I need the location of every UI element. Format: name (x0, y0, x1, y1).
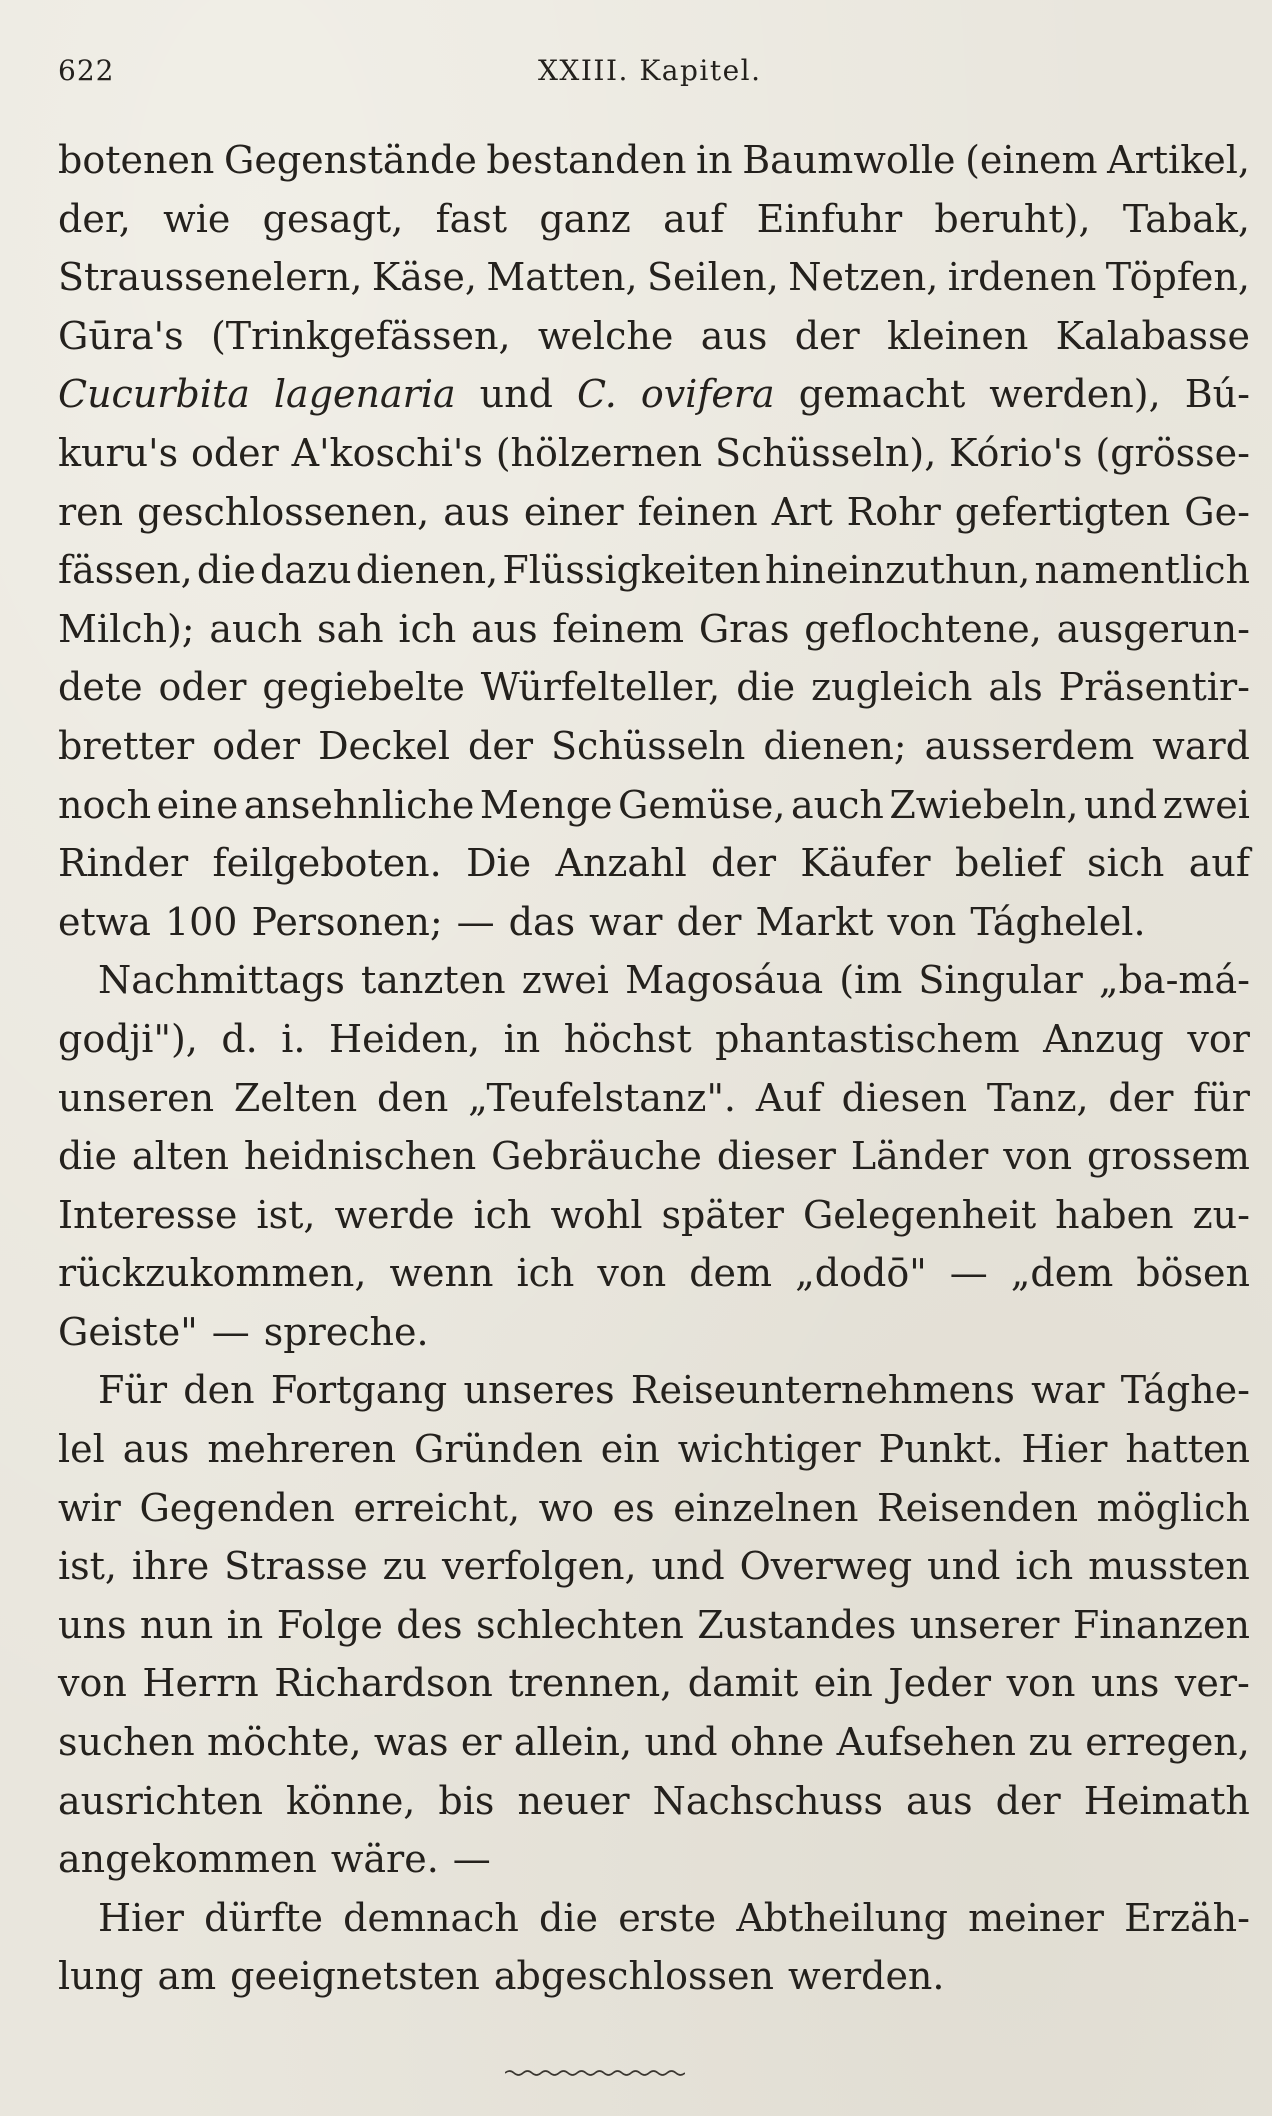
word: „ba-má- (1098, 958, 1250, 1003)
word: geflochtene, (804, 606, 1042, 651)
word: ausgerun- (1056, 606, 1250, 651)
word: war (1031, 1368, 1105, 1413)
word: grossem (1087, 1134, 1250, 1179)
word: des (396, 1602, 463, 1647)
word: dürfte (204, 1895, 323, 1940)
word: Die (466, 841, 532, 886)
text-line (58, 1772, 1250, 1831)
word: feinem (552, 606, 685, 651)
text-line (58, 1596, 1250, 1655)
word: wie (163, 196, 231, 241)
word: der (468, 723, 533, 768)
word: und (479, 372, 553, 417)
word: der (1108, 1075, 1174, 1120)
word: 100 (164, 899, 238, 944)
text-line (58, 776, 1250, 835)
word: was (373, 1720, 449, 1765)
word: Einfuhr (756, 196, 903, 241)
word: Reisenden (877, 1485, 1079, 1530)
word: und (927, 1544, 1001, 1589)
word: godji"), (58, 1016, 198, 1061)
page-number: 622 (58, 54, 115, 87)
word: wo (538, 1485, 595, 1530)
word: ich (473, 1192, 532, 1237)
word: bretter (58, 723, 195, 768)
text-line (58, 1303, 1250, 1362)
word: verfolgen, (441, 1544, 637, 1589)
word: zu- (1192, 1192, 1250, 1237)
word: — (456, 899, 495, 944)
word: uns (1090, 1661, 1160, 1706)
word: Art (771, 489, 833, 534)
word: dem (689, 1251, 773, 1296)
text-line (58, 1947, 1250, 2006)
text-line (58, 1010, 1250, 1069)
word: Käse, (371, 255, 477, 300)
word: d. (221, 1016, 258, 1061)
word: (Trinkgefässen, (210, 313, 511, 358)
word: unseren (58, 1075, 215, 1120)
word: Menge (479, 782, 613, 827)
running-head: XXIII. Kapitel. (538, 54, 762, 87)
word: auf (663, 196, 725, 241)
word: Für (98, 1368, 168, 1413)
word: ist, (256, 1192, 316, 1237)
word: Gelegenheit (802, 1192, 1037, 1237)
word: haben (1055, 1192, 1174, 1237)
text-line (58, 658, 1250, 717)
word: ein (813, 1661, 873, 1706)
paragraph (58, 951, 1250, 1361)
body-text (58, 131, 1250, 2006)
word: Töpfen, (1105, 255, 1250, 300)
word: alten (131, 1134, 229, 1179)
word: einer (523, 489, 624, 534)
text-line (58, 483, 1250, 542)
word: Markt (755, 899, 874, 944)
word: Seilen, (646, 255, 779, 300)
word: der (794, 313, 860, 358)
end-ornament-rule (505, 2066, 685, 2080)
word: Baumwolle (742, 138, 956, 182)
word: welche (537, 313, 674, 358)
word: (einem (965, 138, 1098, 182)
word: (grösse- (1095, 430, 1250, 475)
text-line (58, 1654, 1250, 1713)
word: aus (443, 489, 510, 534)
word: ist, (58, 1544, 118, 1589)
word: ein (600, 1427, 660, 1472)
word: er (460, 1720, 502, 1765)
word: etwa (58, 899, 151, 944)
word: am (157, 1954, 217, 1999)
word: Interesse (58, 1192, 238, 1237)
word: unseres (463, 1368, 615, 1413)
word: gefertigten (954, 489, 1171, 534)
word: mussten (1088, 1544, 1250, 1589)
word: kleinen (887, 313, 1029, 358)
text-line (58, 1479, 1250, 1538)
word: lung (58, 1954, 144, 1999)
word: möchte, (207, 1720, 362, 1765)
word: war (589, 899, 663, 944)
word: Tabak, (1122, 196, 1250, 241)
word: Aufsehen (836, 1720, 1017, 1765)
word: dete (58, 665, 143, 710)
word: Käufer (800, 841, 931, 886)
word: aus (471, 606, 538, 651)
word: ich (398, 606, 457, 651)
word: bestanden (486, 138, 687, 182)
word: von (1003, 1134, 1073, 1179)
italic-word: ovifera (640, 372, 775, 417)
word: noch (58, 782, 152, 827)
text-line (58, 717, 1250, 776)
word: Zelten (233, 1075, 358, 1120)
word: Heiden, (328, 1016, 481, 1061)
text-line (58, 1186, 1250, 1245)
word: botenen (58, 138, 215, 182)
word: gemacht (798, 372, 966, 417)
text-line (58, 131, 1250, 190)
word: für (1193, 1075, 1250, 1120)
word: höchst (563, 1016, 692, 1061)
word: Anzug (1043, 1016, 1164, 1061)
word: Gegenstände (223, 138, 477, 182)
word: hatten (1125, 1427, 1250, 1472)
word: Punkt. (878, 1427, 1004, 1472)
word: als (988, 665, 1043, 710)
word: Gras (698, 606, 790, 651)
word: zwei (521, 958, 609, 1003)
text-line (58, 1830, 1250, 1889)
word: Fortgang (270, 1368, 448, 1413)
word: in (226, 1602, 264, 1647)
word: die (196, 548, 256, 593)
word: werden. (787, 1954, 945, 1999)
word: der (676, 899, 742, 944)
word: ich (516, 1251, 575, 1296)
word: Nachschuss (652, 1778, 883, 1823)
word: ganz (539, 196, 631, 241)
word: sich (1086, 841, 1165, 886)
word: vor (1187, 1016, 1250, 1061)
word: geschlossenen, (137, 489, 430, 534)
word: Zustandes (697, 1602, 897, 1647)
word: sah (316, 606, 384, 651)
word: allein, (513, 1720, 633, 1765)
word: Gebräuche (491, 1134, 702, 1179)
word: aus (122, 1427, 190, 1472)
word: zwei (1162, 782, 1250, 827)
word: und (1083, 782, 1158, 827)
word: belief (954, 841, 1063, 886)
word: eine (156, 782, 239, 827)
word: Singular (918, 958, 1083, 1003)
word: Matten, (486, 255, 638, 300)
word: Straussenelern, (58, 255, 363, 300)
word: — (949, 1251, 988, 1296)
word: Erzäh- (1124, 1895, 1250, 1940)
word: — (452, 1837, 491, 1882)
word: dienen; (763, 723, 907, 768)
text-line (58, 1420, 1250, 1479)
word: angekommen (58, 1837, 317, 1882)
word: oder (158, 665, 247, 710)
text-line (58, 1361, 1250, 1420)
word: erste (618, 1895, 717, 1940)
word: Herrn (142, 1661, 259, 1706)
word: A'koschi's (291, 430, 483, 475)
word: ihre (131, 1544, 210, 1589)
word: Netzen, (788, 255, 939, 300)
word: könne, (285, 1778, 416, 1823)
word: oder (190, 430, 279, 475)
word: werde (334, 1192, 455, 1237)
word: Flüssigkeiten (502, 548, 761, 593)
word: Hier (1021, 1427, 1108, 1472)
text-line (58, 1069, 1250, 1128)
word: Nachmittags (98, 958, 345, 1003)
word: einzelnen (673, 1485, 859, 1530)
word: geeignetsten (230, 1954, 480, 1999)
word: schlechten (475, 1602, 684, 1647)
word: Richardson (274, 1661, 493, 1706)
word: kuru's (58, 430, 179, 475)
word: dazu (260, 548, 352, 593)
paragraph (58, 131, 1250, 951)
word: beruht), (934, 196, 1091, 241)
word: heidnischen (243, 1134, 477, 1179)
word: ausrichten (58, 1778, 263, 1823)
text-line (58, 1127, 1250, 1186)
word: Zwiebeln, (889, 782, 1079, 827)
italic-word: C. (576, 372, 617, 417)
word: „dodō" (795, 1251, 927, 1296)
word: damit (687, 1661, 799, 1706)
word: Rinder (58, 841, 189, 886)
word: den (377, 1075, 449, 1120)
word: und (651, 1544, 725, 1589)
word: rückzukommen, (58, 1251, 367, 1296)
word: Ge- (1184, 489, 1250, 534)
text-line (58, 600, 1250, 659)
word: Hier (98, 1895, 184, 1940)
word: Gūra's (58, 313, 184, 358)
word: trennen, (508, 1661, 673, 1706)
word: (im (839, 958, 903, 1003)
word: ver- (1174, 1661, 1250, 1706)
word: auf (1188, 841, 1250, 886)
text-line (58, 1244, 1250, 1303)
word: Auf (755, 1075, 822, 1120)
word: die (539, 1895, 599, 1940)
word: Gegenden (139, 1485, 335, 1530)
word: Rohr (846, 489, 941, 534)
word: Abtheilung (736, 1895, 948, 1940)
word: ren (58, 489, 124, 534)
word: fässen, (58, 548, 193, 593)
word: auch (209, 606, 303, 651)
word: Folge (276, 1602, 383, 1647)
word: neuer (517, 1778, 630, 1823)
word: hineinzuthun, (764, 548, 1031, 593)
word: es (612, 1485, 655, 1530)
word: Heimath (1083, 1778, 1250, 1823)
word: zu (1028, 1720, 1073, 1765)
word: „dem (1010, 1251, 1114, 1296)
word: bis (438, 1778, 495, 1823)
text-line (58, 190, 1250, 249)
text-line (58, 248, 1250, 307)
word: ausserdem (924, 723, 1135, 768)
word: phantastischem (715, 1016, 1020, 1061)
word: Overweg (739, 1544, 913, 1589)
word: ich (1015, 1544, 1074, 1589)
paragraph (58, 1889, 1250, 2006)
text-line (58, 424, 1250, 483)
word: Länder (850, 1134, 989, 1179)
word: gesagt, (262, 196, 404, 241)
word: unserer (909, 1602, 1060, 1647)
word: Schüsseln), (715, 430, 937, 475)
word: aus (906, 1778, 973, 1823)
word: in (503, 1016, 541, 1061)
text-line (58, 834, 1250, 893)
word: Schüsseln (551, 723, 746, 768)
word: tanzten (360, 958, 506, 1003)
word: diesen (841, 1075, 968, 1120)
word: der (995, 1778, 1061, 1823)
word: Magosáua (625, 958, 824, 1003)
word: von (887, 899, 957, 944)
word: (hölzernen (495, 430, 703, 475)
word: wäre. (330, 1837, 439, 1882)
italic-word: lagenaria (273, 372, 456, 417)
text-line (58, 893, 1250, 952)
word: Tághe- (1120, 1368, 1250, 1413)
word: Artikel, (1107, 138, 1250, 182)
word: den (183, 1368, 255, 1413)
word: später (661, 1192, 784, 1237)
text-line (58, 951, 1250, 1010)
text-line (58, 1889, 1250, 1948)
word: die (58, 1134, 117, 1179)
word: bösen (1136, 1251, 1250, 1296)
word: suchen (58, 1720, 195, 1765)
word: Milch); (58, 606, 195, 651)
word: der (711, 841, 777, 886)
word: der, (58, 196, 131, 241)
word: von (58, 1661, 127, 1706)
text-line (58, 1713, 1250, 1772)
word: Geiste" (58, 1309, 198, 1354)
word: uns (58, 1602, 127, 1647)
word: ansehnliche (243, 782, 475, 827)
word: von (597, 1251, 667, 1296)
word: Gründen (414, 1427, 583, 1472)
word: zu (382, 1544, 428, 1589)
word: auch (790, 782, 884, 827)
word: feilgeboten. (212, 841, 442, 886)
paragraph (58, 1361, 1250, 1888)
word: Jeder (888, 1661, 992, 1706)
word: erregen, (1085, 1720, 1250, 1765)
word: erreicht, (353, 1485, 521, 1530)
word: abgeschlossen (493, 1954, 774, 1999)
word: Kalabasse (1055, 313, 1250, 358)
word: Kório's (949, 430, 1083, 475)
word: oder (212, 723, 301, 768)
word: wir (58, 1485, 121, 1530)
text-line (58, 1537, 1250, 1596)
word: Würfelteller, (480, 665, 721, 710)
word: Personen; (251, 899, 443, 944)
word: Bú- (1184, 372, 1250, 417)
word: meiner (968, 1895, 1104, 1940)
word: und (644, 1720, 718, 1765)
word: ward (1152, 723, 1250, 768)
word: feinen (637, 489, 758, 534)
word: namentlich (1034, 548, 1250, 593)
word: werden), (989, 372, 1161, 417)
word: — (211, 1309, 250, 1354)
word: Präsentir- (1058, 665, 1250, 710)
word: fast (435, 196, 508, 241)
word: gegiebelte (262, 665, 465, 710)
word: ohne (729, 1720, 825, 1765)
word: „Teufelstanz". (468, 1075, 737, 1120)
word: mehreren (207, 1427, 397, 1472)
word: Anzahl (555, 841, 687, 886)
word: lel (58, 1427, 105, 1472)
word: Gemüse, (618, 782, 786, 827)
italic-word: Cucurbita (58, 372, 250, 417)
word: in (696, 138, 733, 182)
word: aus (700, 313, 768, 358)
word: wenn (389, 1251, 494, 1296)
word: nun (139, 1602, 214, 1647)
word: Reiseunternehmens (630, 1368, 1015, 1413)
word: Tanz, (986, 1075, 1089, 1120)
word: möglich (1096, 1485, 1250, 1530)
word: spreche. (263, 1309, 429, 1354)
word: Tághelel. (970, 899, 1146, 944)
word: irdenen (947, 255, 1097, 300)
word: wichtiger (677, 1427, 861, 1472)
word: dienen, (355, 548, 499, 593)
word: Strasse (224, 1544, 368, 1589)
page-header (58, 54, 1218, 94)
word: demnach (343, 1895, 519, 1940)
word: das (508, 899, 576, 944)
word: zugleich (811, 665, 973, 710)
text-line (58, 365, 1250, 424)
word: Deckel (318, 723, 450, 768)
text-line (58, 307, 1250, 366)
word: i. (281, 1016, 306, 1061)
word: Finanzen (1072, 1602, 1250, 1647)
word: die (736, 665, 796, 710)
text-line (58, 541, 1250, 600)
word: dieser (716, 1134, 836, 1179)
word: wohl (550, 1192, 643, 1237)
word: von (1006, 1661, 1076, 1706)
